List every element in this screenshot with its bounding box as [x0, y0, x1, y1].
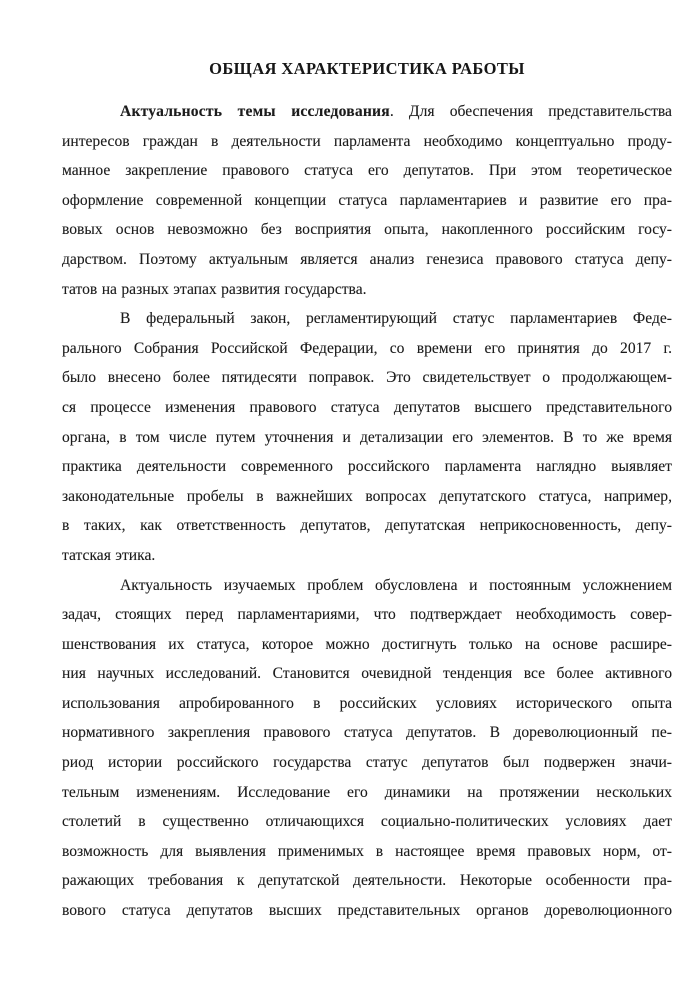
text-line: было внесено более пятидесяти поправок. Это свидетельствует о продолжающем- [62, 369, 672, 387]
text-line: ся процессе изменения правового статуса депутатов высшего представительного [62, 398, 672, 416]
text-line: возможность для выявления применимых в настоящее время правовых норм, от- [62, 842, 672, 860]
text-line: органа, в том числе путем уточнения и детализации его элементов. В то же время [62, 428, 672, 446]
text-line: использования апробированного в российских условиях исторического опыта [62, 694, 672, 712]
text-line: татов на разных этапах развития государства. [62, 280, 367, 298]
text-line: ния научных исследований. Становится очевидной тенденция все более активного [62, 665, 672, 683]
text-line: В федеральный закон, регламентирующий статус парламентариев Феде- [120, 310, 672, 328]
document-body [62, 97, 672, 926]
bold-lead-phrase: Актуальность темы исследования [120, 103, 390, 120]
text-line: Актуальность темы исследования. Для обеспечения представительства [120, 103, 672, 120]
text-line: нормативного закрепления правового статуса депутатов. В дореволюционный пе- [62, 724, 672, 742]
paragraph [62, 304, 672, 570]
paragraph [62, 97, 672, 304]
text-line: манное закрепление правового статуса его депутатов. При этом теоретическое [62, 162, 672, 180]
text-line: риод истории российского государства статус депутатов был подвержен значи- [62, 754, 672, 772]
paragraph [62, 571, 672, 926]
text-line: оформление современной концепции статуса парламентариев и развитие его пра- [62, 191, 672, 209]
text-line: тельным изменениям. Исследование его динамики на протяжении нескольких [62, 783, 672, 801]
text-line: шенствования их статуса, которое можно достигнуть только на основе расшире- [62, 635, 672, 653]
page-content [62, 54, 672, 926]
text-line: столетий в существенно отличающихся социально-политических условиях дает [62, 813, 672, 831]
text-line: татская этика. [62, 546, 156, 564]
text-line: Актуальность изучаемых проблем обусловлена и постоянным усложнением [120, 576, 672, 594]
text-line: интересов граждан в деятельности парламента необходимо концептуально проду- [62, 132, 672, 150]
text-line: практика деятельности современного российского парламента наглядно выявляет [62, 458, 672, 476]
text-line: законодательные пробелы в важнейших вопросах депутатского статуса, например, [62, 487, 672, 505]
text-line: в таких, как ответственность депутатов, депутатская неприкосновенность, депу- [62, 517, 672, 535]
page-title: ОБЩАЯ ХАРАКТЕРИСТИКА РАБОТЫ [209, 59, 525, 78]
text-line: вового статуса депутатов высших представительных органов дореволюционного [62, 902, 672, 920]
text-line: задач, стоящих перед парламентариями, что подтверждает необходимость совер- [62, 606, 672, 624]
text-line: рального Собрания Российской Федерации, со времени его принятия до 2017 г. [62, 339, 672, 357]
text-line: ражающих требования к депутатской деятельности. Некоторые особенности пра- [62, 872, 672, 890]
text-line: дарством. Поэтому актуальным является анализ генезиса правового статуса депу- [62, 250, 672, 268]
text-line: вовых основ невозможно без восприятия опыта, накопленного российским госу- [62, 221, 672, 239]
